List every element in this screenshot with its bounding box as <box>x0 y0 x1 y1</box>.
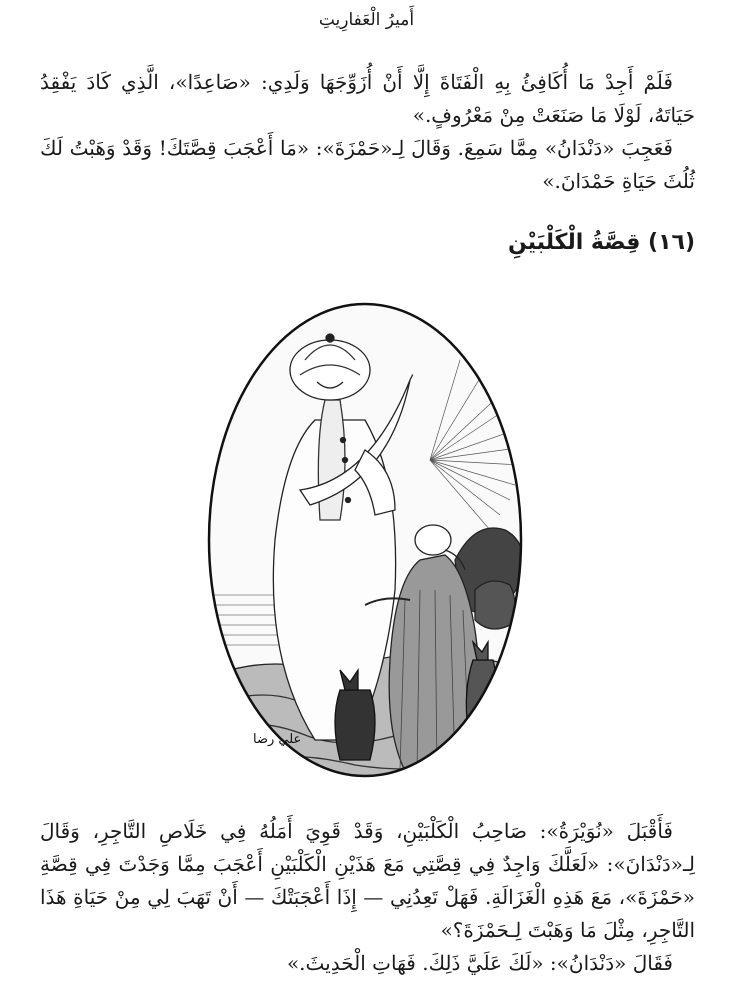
illustration-drawing <box>205 300 525 780</box>
top-text-block <box>40 66 695 198</box>
bottom-text-block <box>40 815 695 980</box>
artist-signature: علي رضا <box>253 732 302 747</box>
section-heading: (١٦) قِصَّةُ الْكَلْبَيْنِ <box>507 230 695 255</box>
paragraph: فَلَمْ أَجِدْ مَا أُكَافِئُ بِهِ الْفَتَاةَ إِلَّا أَنْ أُزَوِّجَهَا وَلَدِي: «صَاعِدًا»، الَّذِي كَادَ يَفْقِدُ حَيَاتَهُ، لَوْلَا مَا صَنَعَتْ مِنْ مَعْرُوفٍ.» <box>40 70 695 127</box>
paragraph: فَأَقْبَلَ «نُوَيْرَةُ»: صَاحِبُ الْكَلْبَيْنِ، وَقَدْ قَوِيَ أَمَلُهُ فِي خَلَاصِ التَّاجِرِ، وَقَالَ لِـ«دَنْدَانَ»: «لَعَلَّكَ وَاجِدٌ فِي قِصَّتِي مَعَ هَذَيْنِ الْكَلْبَيْنِ أَعْجَبَ مِمَّا وَجَدْتَ فِي قِصَّةِ «حَمْزَةَ»، مَعَ هَذِهِ الْغَزَالَةِ. فَهَلْ تَعِدُنِي — إِذَا أَعْجَبَتْكَ — أَنْ تَهَبَ لِي مِنْ حَيَاةِ هَذَا التَّاجِرِ، مِثْلَ مَا وَهَبْتَ لِـحَمْزَةَ؟» <box>40 819 695 942</box>
running-head: أَميرُ الْعَفارِيتِ <box>318 10 415 30</box>
paragraph: فَعَجِبَ «دَنْدَانُ» مِمَّا سَمِعَ. وَقَالَ لِـ«حَمْزَةَ»: «مَا أَعْجَبَ قِصَّتَكَ! وَقَدْ وَهَبْتُ لَكَ ثُلُثَ حَيَاةِ حَمْدَانَ.» <box>40 136 695 193</box>
paragraph: فَقَالَ «دَنْدَانُ»: «لَكَ عَلَيَّ ذَلِكَ. فَهَاتِ الْحَدِيثَ.» <box>286 951 673 975</box>
illustration <box>205 300 525 780</box>
